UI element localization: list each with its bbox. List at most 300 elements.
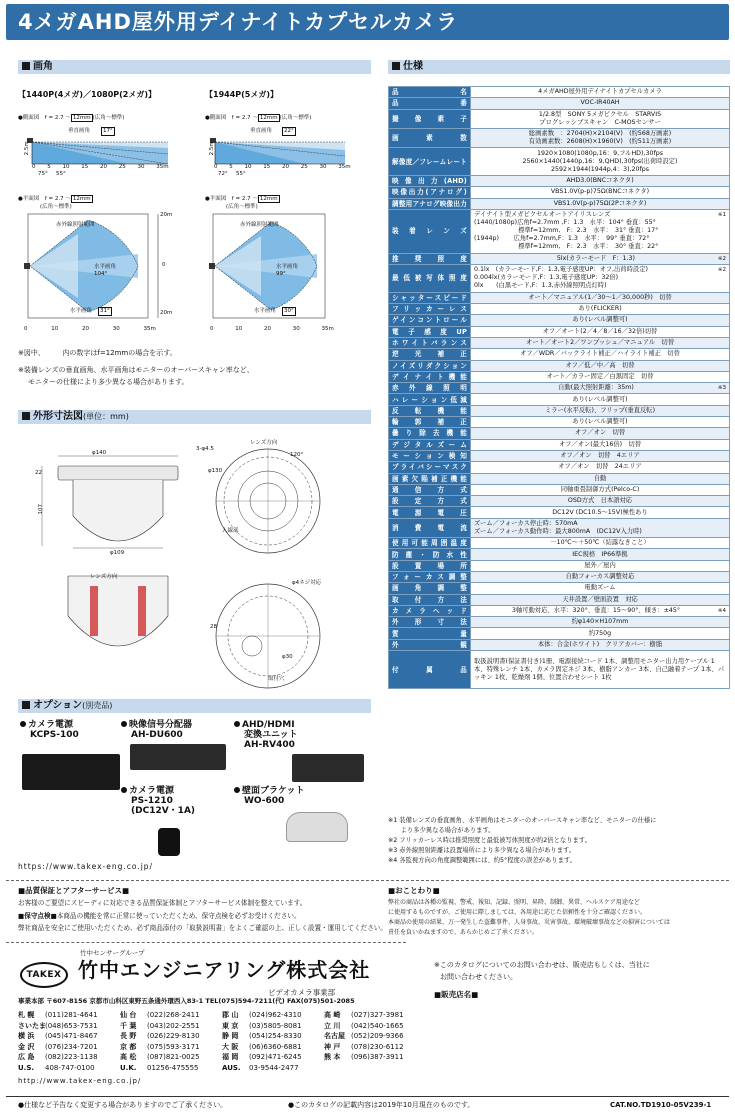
spec-key: 反転機能 (389, 405, 471, 416)
spec-value (471, 571, 730, 582)
spec-value (471, 360, 730, 371)
notice-text-2: に使用するものですが、ご使用に際しましては、各用途に応じた信頼性を十分ご確認ください。 (388, 909, 647, 916)
side-ticks-right: 0 5 10 15 20 25 30 35m (214, 164, 351, 170)
spec-value-text: オフ／オート(2／4／8／16／32倍)切替 (542, 327, 658, 335)
horiz-std-right: 30° (284, 308, 294, 314)
spec-row (389, 518, 730, 537)
spec-key: 防塵・防水性 (389, 549, 471, 560)
spec-value-text: オフ／WDR／バックライト補正／ハイライト補正 切替 (520, 350, 680, 358)
spec-key: 電子感度UP (389, 326, 471, 337)
spec-key: 設定方式 (389, 496, 471, 507)
spec-value-text: －10℃～＋50℃（結露なきこと） (550, 539, 650, 547)
company-url[interactable]: http://www.takex-eng.co.jp/ (18, 1077, 142, 1085)
spec-value-text: 約φ140×H107mm (571, 618, 629, 626)
angle-note-3: モニターの仕様により多少異なる場合があります。 (28, 378, 189, 386)
branch-entry: U.S. 408-747-0100 (18, 1063, 95, 1072)
branch-entry: U.K. 01256-475555 (120, 1063, 199, 1072)
spec-row (389, 507, 730, 518)
dim-h22: 22 (35, 470, 42, 476)
spec-row (389, 148, 730, 176)
option-section-header: オプション(別売品) (18, 699, 371, 713)
spec-row (389, 617, 730, 628)
spec-key: 電源電圧 (389, 507, 471, 518)
spec-row (389, 265, 730, 293)
spec-value (471, 473, 730, 484)
top-yticks-left: 20m (160, 212, 173, 218)
square-bullet-icon (22, 701, 30, 709)
spec-row (389, 349, 730, 360)
branch-entry: 立 川 (042)540-1665 (324, 1021, 404, 1030)
spec-value-text: あり(レベル調整可) (572, 418, 628, 426)
spec-value-text: AHD3.0(BNCコネクタ) (566, 177, 634, 185)
spec-key: 曇り除去機能 (389, 428, 471, 439)
spec-value (471, 209, 730, 253)
spec-value-text: 4メガAHD屋外用デイナイトカプセルカメラ (538, 88, 662, 96)
spec-value-text: オフ／オン 切替 (574, 429, 626, 437)
dimension-drawing (18, 436, 378, 706)
spec-value-text: オフ／オン 切替 4エリア (560, 452, 640, 460)
branch-entry: 高 崎 (027)327-3981 (324, 1011, 404, 1019)
horiz-wide-right: 99° (276, 271, 286, 277)
spec-row (389, 628, 730, 639)
bottom-left-note: ●仕様など予告なく変更する場合がありますのでご了承ください。 (18, 1101, 228, 1109)
spec-value (471, 349, 730, 360)
option-rv400: AHD/HDMI 変換ユニット AH-RV400 (234, 720, 298, 750)
spec-value-text: 同軸重畳制御方式(Pelco-C) (560, 485, 640, 493)
spec-mark: ※2 (717, 267, 726, 274)
horiz-label-left-2: 水平画角 (70, 308, 93, 314)
dim-a120: 120° (290, 452, 304, 458)
spec-value (471, 148, 730, 176)
spec-value-text: DC12V (DC10.5～15V)極性あり (552, 508, 648, 516)
spec-row (389, 175, 730, 186)
spec-row (389, 605, 730, 616)
spec-footnote: ※3 赤外線照射距離は設置場所により多少異なる場合があります。 (388, 847, 576, 854)
spec-value-text: 総画素数 ：2704(H)×2104(V) (約568万画素) 有効画素数：2608(H)×1960(V) (約511万画素) (528, 130, 672, 146)
spec-key: 輪郭補正 (389, 417, 471, 428)
spec-row (389, 428, 730, 439)
dim-a28: 28 (210, 624, 217, 630)
spec-value-text: 約750g (588, 629, 612, 637)
spec-value-text: オート／カラー固定／白黒固定 切替 (546, 372, 654, 380)
dimension-section-header: 外形寸法図(単位：mm) (18, 410, 371, 424)
branch-entry: 郡 山 (024)962-4310 (222, 1011, 302, 1019)
spec-value (471, 326, 730, 337)
spec-key: 画素欠陥補正機能 (389, 473, 471, 484)
vert-wide-right: 72° (218, 171, 228, 177)
contact-1: ※このカタログについてのお問い合わせは、販売店もしくは、当社に (434, 961, 650, 969)
option-wo600: 壁面ブラケット WO-600 (234, 786, 305, 806)
branch-entry: 高 松 (087)821-0025 (120, 1053, 200, 1061)
spec-value-text: オフ／低／中／高 切替 (565, 361, 635, 369)
spec-value-text: 電動ズーム (584, 584, 616, 592)
notice-title: ■おことわり■ (388, 886, 440, 895)
spec-value (471, 304, 730, 315)
branch-entry: さいたま(048)653-7531 (18, 1021, 98, 1030)
top-ticks-right: 0 10 20 30 35m (210, 326, 334, 332)
spec-row (389, 417, 730, 428)
spec-row (389, 549, 730, 560)
spec-row (389, 326, 730, 337)
dim-lens-dir: レンズ方向 (250, 440, 278, 446)
spec-key: ハレーション低減 (389, 394, 471, 405)
vert-mid-right: 55° (236, 171, 246, 177)
spec-value-text: 1920×1080(1080p,16：9,フルHD),30fps 2560×1440(1440p,16：9,QHD),30fps(出荷時設定) 2592×1944(1944p,4：3),20fps (522, 149, 678, 173)
spec-value (471, 628, 730, 639)
spec-value-text: IEC規格 IP66準拠 (572, 550, 628, 558)
horiz-label-right-2: 水平画角 (254, 308, 277, 314)
vert-mid-left: 55° (56, 171, 66, 177)
spec-value (471, 187, 730, 198)
spec-key: 最低被写体照度 (389, 265, 471, 293)
spec-key: フォーカス調整 (389, 571, 471, 582)
top-ytick-left-bottom: 20m (160, 310, 173, 316)
spec-table (388, 86, 730, 689)
spec-value-text: 取扱説明書(保証書付き)1冊、電源接続コード 1本、調整用モニター出力用ケーブル 1本、特殊レンチ 1本、カメラ固定ネジ 3本、樹脂アンカー 3本、自己融着テープ 1本、パッキン 1枚、乾燥剤 1個、位置合わせシート 1枚 (474, 657, 724, 681)
spec-key: 設置場所 (389, 560, 471, 571)
spec-row (389, 209, 730, 253)
top-suffix-right: (広角～標準) (226, 204, 258, 210)
vert-wide-left: 75° (38, 171, 48, 177)
angle-note-2: ※装備レンズの垂直画角、水平画角はモニターのオーバースキャン率など、 (18, 366, 254, 374)
spec-key: デイナイト機能 (389, 371, 471, 382)
spec-key: 装着レンズ (389, 209, 471, 253)
spec-value-text: ミラー(水平反転)、フリップ(垂直反転) (544, 406, 656, 414)
spec-value-text: デイナイト型メガピクセルオートアイリスレンズ (1440/1080p)広角f=2.7mm ,F：1.3 水平：104° 垂直：55° 標準f=12mm, F：2.3 水平： 31° 垂直：17° (1944p) 広角f=2.7mm,F：1.3 水平： 99° 垂直：72° 標準f=12mm, F：2.3 水平： 30° 垂直：22° (474, 211, 659, 251)
spec-row (389, 639, 730, 650)
spec-row (389, 538, 730, 549)
spec-key: 解像度／フレームレート (389, 148, 471, 176)
spec-row (389, 462, 730, 473)
spec-key: 逆光補正 (389, 349, 471, 360)
spec-value-text: あり(レベル調整可) (572, 316, 628, 324)
spec-value-text: 天井設置／壁面設置 対応 (562, 595, 638, 603)
catalog-number: CAT.NO.TD1910-05V239-1 (610, 1101, 712, 1109)
spec-value (471, 484, 730, 495)
spec-value-text: OSD方式 日本語対応 (567, 497, 633, 505)
spec-key: 映像出力(AHD) (389, 175, 471, 186)
side-height-left: 2.5m (23, 141, 30, 156)
dim-d30: φ30 (282, 654, 293, 660)
wo600-device-image (286, 812, 348, 842)
side-caption-left: ●側面図 f = 2.7 ～ 12mm (広角～標準) (18, 115, 125, 121)
hq-address: 事業本部 〒607-8156 京都市山科区東野五条通外環西入83-1 TEL(075)594-7211(代) FAX(075)501-2085 (18, 997, 355, 1005)
branch-entry: 神 戸 (078)230-6112 (324, 1042, 404, 1051)
spec-row (389, 594, 730, 605)
spec-value (471, 265, 730, 293)
spec-value (471, 538, 730, 549)
spec-mark: ※2 (717, 256, 726, 262)
quality-text: お客様のご要望にスピーディに対応できる品質保証体制とアフターサービス体制を整えています。 (18, 899, 307, 907)
spec-row (389, 405, 730, 416)
spec-key: デジタルズーム (389, 439, 471, 450)
spec-row (389, 651, 730, 689)
spec-key: 通信方式 (389, 484, 471, 495)
spec-key: 推奨照度 (389, 253, 471, 264)
bottom-mid-note: ●このカタログの記載内容は2019年10月現在のものです。 (288, 1101, 475, 1109)
spec-row (389, 128, 730, 147)
spec-value (471, 128, 730, 147)
takex-logo: TAKEX (20, 962, 68, 988)
spec-key: 付属品 (389, 651, 471, 689)
option-kcps: カメラ電源 KCPS-100 (20, 720, 79, 740)
spec-value-text: あり(レベル調整可) (572, 395, 628, 403)
division-name: ビデオカメラ事業部 (268, 988, 336, 997)
spec-key: カメラヘッド (389, 605, 471, 616)
vert-std-right: 22° (284, 128, 294, 134)
dim-d4: φ4ネジ対応 (292, 580, 322, 586)
top-ytick-left-zero: 0 (162, 262, 166, 268)
spec-row (389, 450, 730, 461)
spec-value (471, 605, 730, 616)
branch-entry: 福 岡 (092)471-6245 (222, 1053, 302, 1061)
top-suffix-left: (広角～標準) (40, 204, 72, 210)
footer-divider-2 (6, 942, 406, 943)
top-ticks-left: 0 10 20 30 35m (24, 326, 156, 332)
angle-section-header: 画角 (18, 60, 371, 74)
spec-value-text: あり(FLICKER) (578, 305, 622, 313)
dim-d140: φ140 (92, 450, 107, 456)
spec-value-text: 1/2.8型 SONY 5メガピクセル STARVIS プログレッシブスキャン C-MOSセンサー (538, 110, 662, 126)
spec-row (389, 583, 730, 594)
branch-entry: 熊 本 (096)387-3911 (324, 1053, 404, 1061)
branch-entry: 名古屋 (052)209-9366 (324, 1032, 404, 1040)
notice-text-4: 責任を負いかねますので、あらかじめご了承ください。 (388, 929, 538, 936)
spec-row (389, 473, 730, 484)
spec-value (471, 417, 730, 428)
quality-title: ■品質保証とアフターサービス■ (18, 886, 130, 895)
maint-text-1: ■保守点検■本商品の機能を常に正常に使っていただくため、保守点検を必ずお受けください。 (18, 912, 301, 920)
spec-value (471, 594, 730, 605)
side-ticks-left: 0 5 10 15 20 25 30 35m (32, 164, 169, 170)
spec-key: 外形寸法 (389, 617, 471, 628)
branch-entry: 静 岡 (054)254-8330 (222, 1032, 302, 1040)
spec-row (389, 109, 730, 128)
spec-row (389, 253, 730, 264)
branch-entry: 広 島 (082)223-1138 (18, 1053, 98, 1061)
branch-entry: 東 京 (03)5805-8081 (222, 1021, 302, 1030)
spec-key: シャッタースピード (389, 292, 471, 303)
spec-value-text: 屋外／屋内 (584, 561, 616, 569)
spec-row (389, 439, 730, 450)
page-title: 4メガAHD屋外用デイナイトカプセルカメラ (6, 4, 729, 40)
vert-label-left: 垂直画角 (68, 128, 91, 134)
contact-2: お問い合わせください。 (440, 973, 517, 981)
spec-key: 撮像素子 (389, 109, 471, 128)
top-caption-left: ●平面図 f = 2.7 ～ 12mm (18, 196, 91, 202)
spec-key: ゲインコントロール (389, 315, 471, 326)
dim-d109: φ109 (110, 550, 125, 556)
spec-value-text: VBS1.0V(p-p)75Ω(BNCコネクタ) (550, 188, 650, 196)
spec-value (471, 651, 730, 689)
spec-value-text: 自動 (593, 474, 607, 482)
spec-value (471, 549, 730, 560)
url-top[interactable]: https://www.takex-eng.co.jp/ (18, 862, 154, 871)
spec-value (471, 253, 730, 264)
spec-key: 画角調整 (389, 583, 471, 594)
spec-footnote: ※2 フリッカーレス時は推奨照度と最低被写体照度が約2倍となります。 (388, 837, 591, 844)
footer-divider (6, 880, 729, 881)
spec-value-text: VOC-IR40AH (580, 99, 620, 107)
spec-value-text: オフ／オン(最大16倍) 切替 (558, 440, 641, 448)
angle-left-title: 【1440P(4メガ)／1080P(2メガ)】 (18, 90, 157, 99)
spec-row (389, 383, 730, 394)
spec-value-text: 本体：合金(ホワイト) クリアカバー：樹脂 (537, 640, 663, 648)
angle-note-1: ※図中、 内の数字はf=12mmの場合を示す。 (18, 349, 177, 357)
spec-value (471, 462, 730, 473)
spec-row (389, 360, 730, 371)
spec-key: 外 観 (389, 639, 471, 650)
ir-label-left: 赤外線照射範囲 (56, 222, 95, 228)
spec-row (389, 496, 730, 507)
spec-footnote: ※4 各監視方向の角度調整範囲には、約5°程度の誤差があります。 (388, 857, 576, 864)
spec-mark: ※1 (717, 212, 726, 219)
spec-value-text: オフ／オン 切替 24エリア (558, 463, 642, 471)
rv400-device-image (292, 754, 364, 782)
spec-row (389, 560, 730, 571)
spec-value-text: 自動フォーカス調整対応 (565, 573, 635, 581)
spec-key: 映像出力(アナログ) (389, 187, 471, 198)
vert-std-left: 17° (103, 128, 113, 134)
spec-value-text: VBS1.0V(p-p)75Ω(2Pコネクタ) (553, 199, 647, 207)
spec-value (471, 87, 730, 98)
spec-value (471, 383, 730, 394)
spec-value (471, 198, 730, 209)
side-caption-right: ●側面図 f = 2.7 ～ 12mm (広角～標準) (205, 115, 312, 121)
spec-mark: ※4 (717, 608, 726, 614)
maint-text-2: 弊社商品を安全にご使用いただくため、必ず商品添付の「取扱説明書」をよくご確認の上、正しく設置・運用してください。 (18, 924, 387, 932)
ir-label-right: 赤外線照射範囲 (240, 222, 279, 228)
spec-value (471, 496, 730, 507)
company-name: 竹中エンジニアリング株式会社 (78, 958, 371, 982)
ps1210-device-image (158, 828, 180, 856)
branch-entry: 札 幌 (011)281-4641 (18, 1011, 98, 1019)
notice-text-1: 弊社の商品は各種の監視、警戒、報知、記録、照明、昇降、制御、異常、ヘルスケア用途など (388, 899, 640, 906)
spec-key: 調整用アナログ映像出力 (389, 198, 471, 209)
spec-key: 使用可能周囲温度 (389, 538, 471, 549)
spec-key: 画素数 (389, 128, 471, 147)
spec-row (389, 484, 730, 495)
spec-value-text: オート／オート2／ワンプッシュ／マニュアル 切替 (525, 339, 674, 347)
spec-value (471, 109, 730, 128)
spec-section-header: 仕様 (388, 60, 730, 74)
dealer-label: ■販売店名■ (434, 990, 479, 999)
spec-value-text: ズーム／フォーカス停止時：570mA ズーム／フォーカス動作時：最大800mA (DC12V入力時) (474, 519, 642, 535)
spec-value (471, 175, 730, 186)
branch-entry: 仙 台 (022)268-2411 (120, 1011, 200, 1019)
spec-value (471, 98, 730, 109)
spec-row (389, 304, 730, 315)
spec-value (471, 507, 730, 518)
kcps-device-image (22, 754, 120, 790)
spec-key: ノイズリダクション (389, 360, 471, 371)
dim-clamp: 取付穴 (268, 676, 285, 682)
horiz-std-left: 31° (100, 308, 110, 314)
spec-key: 品 番 (389, 98, 471, 109)
spec-value (471, 617, 730, 628)
angle-right-title: 【1944P(5メガ)】 (205, 90, 279, 99)
spec-row (389, 198, 730, 209)
spec-mark: ※3 (717, 385, 726, 392)
square-bullet-icon (22, 62, 30, 70)
group-name: 竹中センサーグループ (80, 949, 145, 957)
spec-value (471, 639, 730, 650)
spec-row (389, 292, 730, 303)
spec-row (389, 187, 730, 198)
spec-key: 質 量 (389, 628, 471, 639)
spec-key: 消費電流 (389, 518, 471, 537)
spec-key: 赤外線照明 (389, 383, 471, 394)
spec-footnote: ※1 装備レンズの垂直画角、水平画角はモニターのオーバースキャン率など、モニターの仕様に (388, 817, 657, 824)
notice-text-3: 本商品の使用の結果、万一発生した盗難事件、人身事故、災害事故、環境破壊事故などの損害については (388, 919, 670, 926)
spec-row (389, 371, 730, 382)
spec-value (471, 583, 730, 594)
spec-value-text: 自動(最大照射距離：35m) (558, 384, 634, 392)
spec-key: 品 名 (389, 87, 471, 98)
spec-value-text: オート／マニュアル(1／30～1／30,000秒) 切替 (528, 293, 672, 301)
spec-value-text: 5lx(カラーモード F：1.3) (556, 255, 636, 262)
dim-entry: 入線部 (222, 528, 239, 534)
side-height-right: 2.5m (208, 141, 215, 156)
spec-value (471, 371, 730, 382)
branch-entry: 長 野 (026)229-8130 (120, 1032, 200, 1040)
branch-entry: AUS. 03-9544-2477 (222, 1063, 299, 1072)
spec-row (389, 571, 730, 582)
branch-entry: 金 沢 (076)234-7201 (18, 1042, 98, 1051)
spec-key: フリッカーレス (389, 304, 471, 315)
spec-row (389, 98, 730, 109)
spec-value-text: 0.1lx (カラーモード,F：1.3,電子感度UP：オフ,出荷時設定) 0.004lx(カラーモード,F：1.3,電子感度UP：32倍) 0lx (白黒モード,F：1.3,赤外線照明点灯時) (474, 266, 648, 290)
square-bullet-icon (392, 62, 400, 70)
spec-value (471, 439, 730, 450)
horiz-wide-left: 104° (94, 271, 108, 277)
spec-value (471, 450, 730, 461)
spec-row (389, 337, 730, 348)
spec-value (471, 292, 730, 303)
spec-value (471, 428, 730, 439)
spec-value (471, 394, 730, 405)
dim-holes: 3-φ4.5 (196, 446, 214, 452)
bottom-rule (6, 1096, 729, 1097)
horiz-label-right: 水平画角 (276, 264, 299, 270)
branch-entry: 千 葉 (043)202-2551 (120, 1021, 200, 1030)
branch-entry: 横 浜 (045)471-8467 (18, 1032, 98, 1040)
dim-h107: 107 (37, 504, 44, 515)
spec-row (389, 315, 730, 326)
spec-value-text: 3軸可動対応、水平：320°、垂直：15～90°、傾き：±45° (511, 607, 681, 614)
spec-key: プライバシーマスク (389, 462, 471, 473)
spec-value (471, 518, 730, 537)
du600-device-image (130, 744, 226, 770)
branch-entry: 京 都 (075)593-3171 (120, 1042, 200, 1051)
square-bullet-icon (22, 412, 30, 420)
spec-key: モーション検知 (389, 450, 471, 461)
spec-row (389, 394, 730, 405)
spec-value (471, 405, 730, 416)
branch-entry: 大 阪 (06)6360-6881 (222, 1042, 302, 1051)
spec-key: 取付方法 (389, 594, 471, 605)
option-du600: 映像信号分配器 AH-DU600 (121, 720, 192, 740)
spec-row (389, 87, 730, 98)
option-ps1210: カメラ電源 PS-1210 (DC12V・1A) (121, 786, 195, 816)
dim-lens-dir-2: レンズ方向 (90, 574, 118, 580)
dim-d130: φ130 (208, 468, 223, 474)
spec-value (471, 315, 730, 326)
vert-label-right: 垂直画角 (250, 128, 273, 134)
spec-key: ホワイトバランス (389, 337, 471, 348)
horiz-label-left: 水平画角 (94, 264, 117, 270)
top-caption-right: ●平面図 f = 2.7 ～ 12mm (205, 196, 278, 202)
